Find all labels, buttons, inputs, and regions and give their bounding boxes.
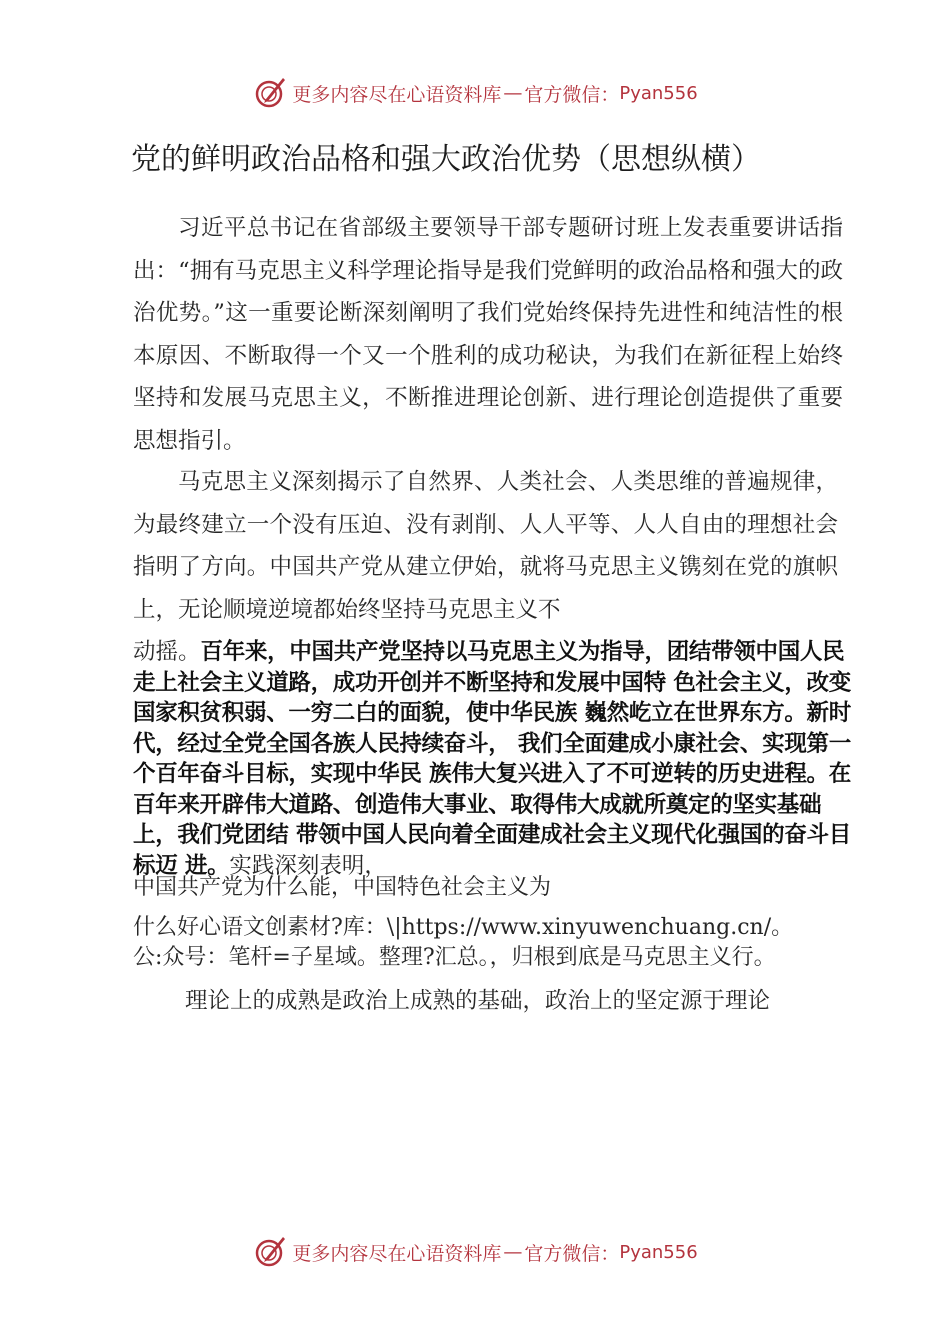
banner-wechat-label: 官方微信： [524,83,620,106]
paragraph-3-lead: 动摇。 [133,639,201,665]
text-line-c: 公:众号：笔杆=子星域。整理?汇总。，归根到底是马克思主义行。 [133,945,776,970]
article-title: 党的鲜明政治品格和强大政治优势（思想纵横） [131,142,761,177]
paragraph-3 [133,637,863,881]
quill-logo-icon [252,75,288,111]
banner-wechat-id: Pyan556 [619,1241,698,1263]
banner-separator: — [503,82,523,104]
banner-text: 更多内容尽在心语资料库 [292,83,502,106]
paragraph-2: 马克思主义深刻揭示了自然界、人类社会、人类思维的普遍规律，为最终建立一个没有压迫、没有剥削、人人平等、人人自由的理想社会指明了方向。中国共产党从建立伊始，就将马克思主义镌刻在党的旗帜上，无论顺境逆境都始终坚持马克思主义不 [133,469,838,623]
quill-logo-icon [252,1234,288,1270]
paragraph-3-bold: 百年来，中国共产党坚持以马克思主义为指导，团结带领中国人民走上社会主义道路，成功开创并不断坚持和发展中国特 色社会主义，改变国家积贫积弱、一穷二白的面貌，使中华民族 巍然屹立在世界东方。新时代，经过全党全国各族人民持续奋斗， 我们全面建成小康社会、实现第一个百年奋斗目标，实现中华民 族伟大复兴进入了不可逆转的历史进程。在百年来开辟伟大道路、创造伟大事业、取得伟大成就所奠定的坚实基础上，我们党团结 带领中国人民向着全面建成社会主义现代化强国的奋斗目标迈 进。 [133,639,851,879]
banner-wechat-label: 官方微信： [524,1242,620,1265]
banner-text: 更多内容尽在心语资料库 [292,1242,502,1265]
banner-wechat-id: Pyan556 [619,82,698,104]
paragraph-4: 理论上的成熟是政治上成熟的基础，政治上的坚定源于理论 [185,988,771,1014]
header-banner [0,73,950,113]
footer-banner [0,1232,950,1272]
banner-separator: — [503,1241,523,1263]
paragraph-3-tail: 实践深刻表明， [229,852,387,879]
text-line-b: 什么好心语文创素材?库：\|https://www.xinyuwenchuang.cn/。 [133,915,794,940]
paragraph-1: 习近平总书记在省部级主要领导干部专题研讨班上发表重要讲话指出：“拥有马克思主义科学理论指导是我们党鲜明的政治品格和强大的政治优势。”这一重要论断深刻阐明了我们党始终保持先进性和纯洁性的根本原因、不断取得一个又一个胜利的成功秘诀，为我们在新征程上始终坚持和发展马克思主义，不断推进理论创新、进行理论创造提供了重要思想指引。 [133,215,843,454]
text-line-a: 中国共产党为什么能，中国特色社会主义为 [133,875,552,900]
